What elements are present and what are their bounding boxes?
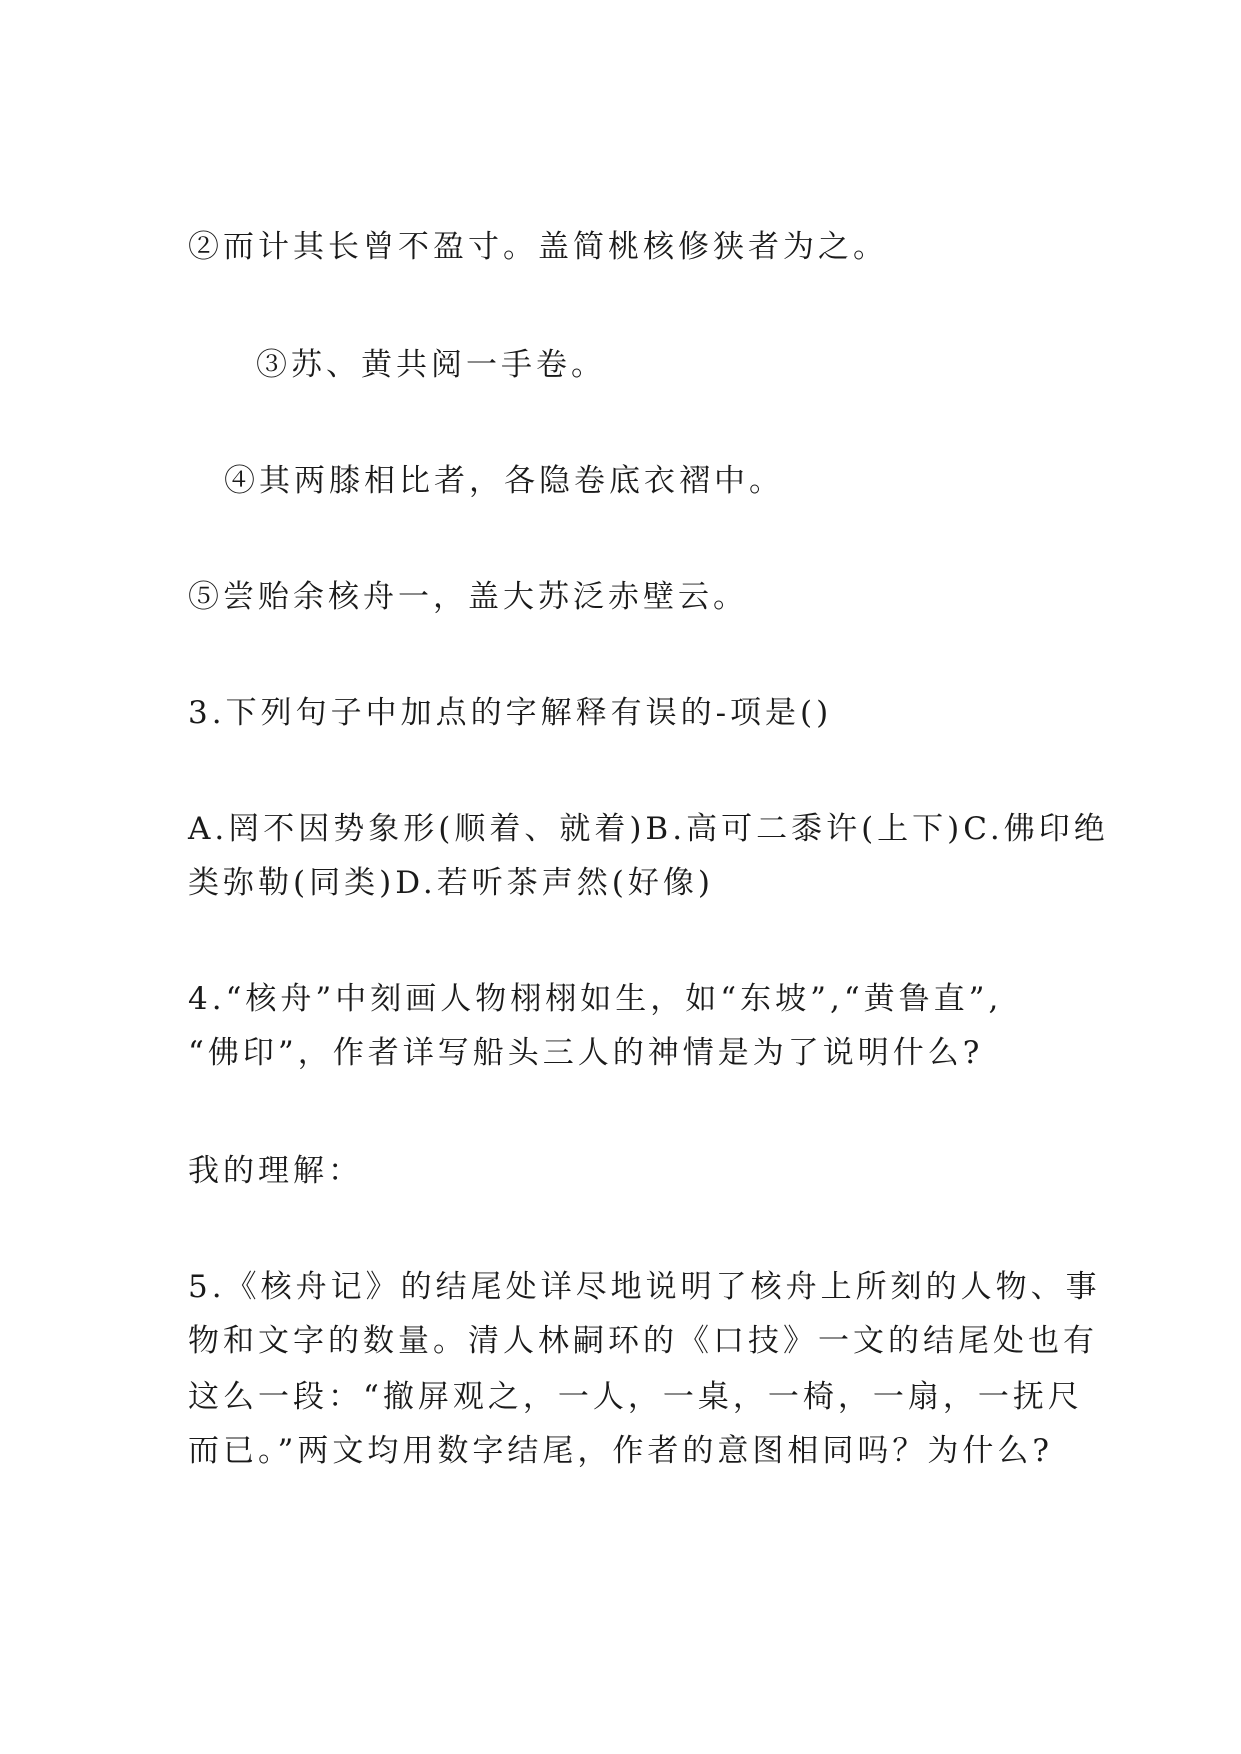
question-3-options-line-1: A.罔不因势象形(顺着、就着)B.高可二黍许(上下)C.佛印绝 [188,811,1109,847]
question-5-line-4: 而已。”两文均用数字结尾，作者的意图相同吗？为什么? [188,1433,1053,1469]
sentence-item-4: ④其两膝相比者，各隐卷底衣褶中。 [224,463,784,499]
sentence-item-2: ②而计其长曾不盈寸。盖简桃核修狭者为之。 [188,229,888,265]
sentence-item-3: ③苏、黄共阅一手卷。 [256,347,606,383]
question-5-line-1: 5.《核舟记》的结尾处详尽地说明了核舟上所刻的人物、事 [188,1269,1101,1305]
question-5-line-3: 这么一段：“撤屏观之，一人，一桌，一椅，一扇，一抚尺 [188,1379,1083,1415]
question-4-line-2: “佛印”，作者详写船头三人的神情是为了说明什么? [188,1035,984,1071]
question-5-line-2: 物和文字的数量。清人林嗣环的《口技》一文的结尾处也有 [188,1323,1098,1359]
question-3-options-line-2: 类弥勒(同类)D.若听茶声然(好像) [188,865,714,901]
answer-label: 我的理解： [188,1153,363,1189]
question-4-line-1: 4.“核舟”中刻画人物栩栩如生，如“东坡”,“黄鲁直”, [188,981,1003,1017]
question-3-stem: 3.下列句子中加点的字解释有误的-项是() [188,695,833,731]
sentence-item-5: ⑤尝贻余核舟一，盖大苏泛赤壁云。 [188,579,748,615]
